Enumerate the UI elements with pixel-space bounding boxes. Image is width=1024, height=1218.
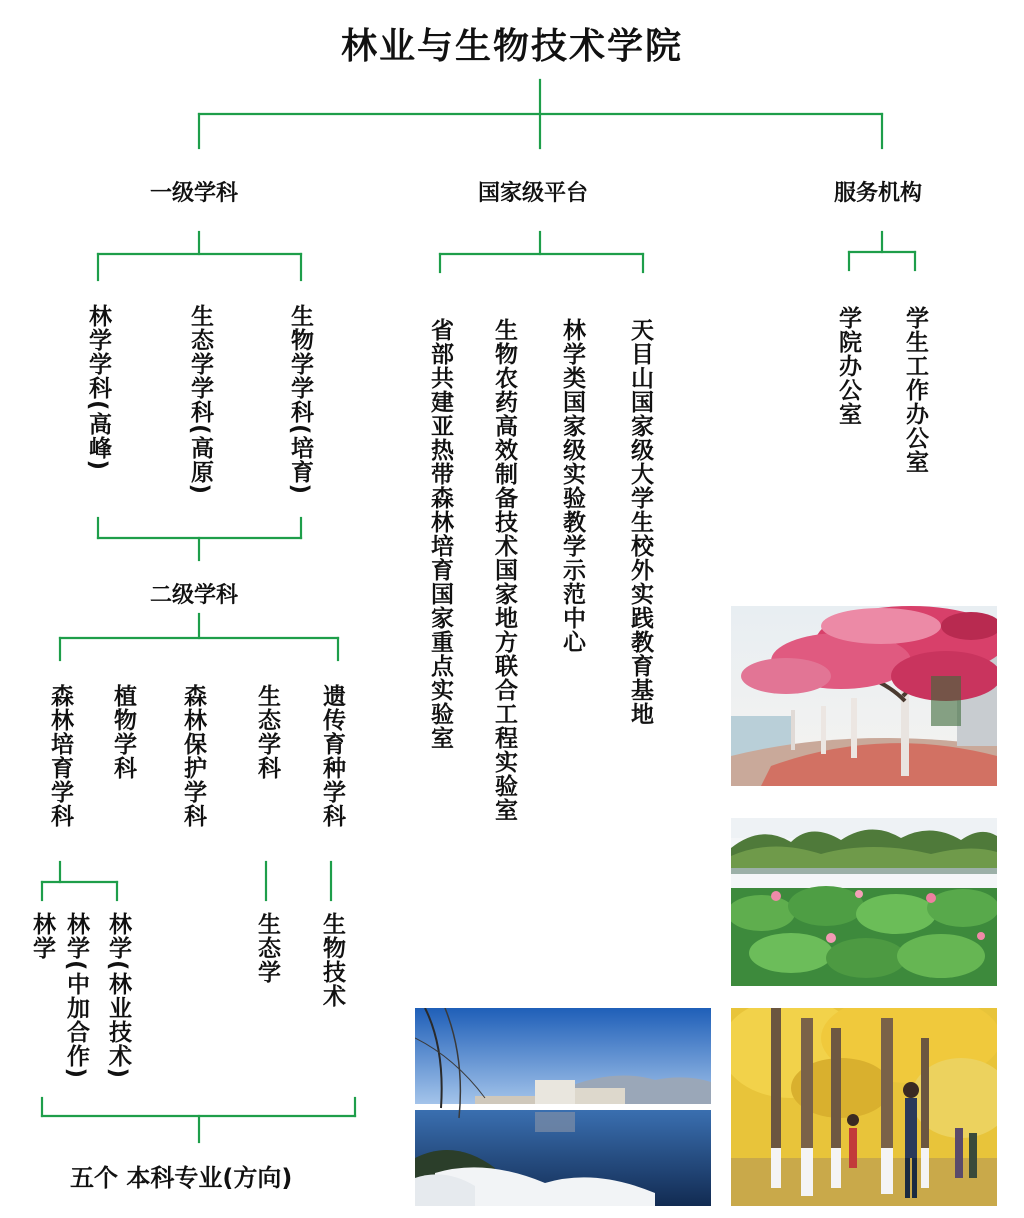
second-level-forest-cultivation: 森林培育学科 [47,684,73,828]
platform-practice-base: 天目山国家级大学生校外实践教育基地 [627,318,653,726]
campus-lake-photo [415,1008,711,1206]
second-level-heading: 二级学科 [150,583,239,608]
category-service-institution: 服务机构 [834,181,923,206]
second-level-ecology: 生态学科 [254,684,280,780]
page-title: 林业与生物技术学院 [340,26,683,67]
service-college-office: 学院办公室 [835,306,861,426]
category-national-platform: 国家级平台 [478,181,589,206]
first-level-forestry: 林学学科(高峰) [85,304,111,472]
first-level-biology: 生物学学科(培育) [287,304,313,496]
platform-teaching-center: 林学类国家级实验教学示范中心 [559,318,585,654]
first-level-ecology: 生态学学科(高原) [187,304,213,496]
lotus-pond-photo [731,818,997,986]
second-level-genetics-breeding: 遗传育种学科 [319,684,345,828]
platform-key-laboratory: 省部共建亚热带森林培育国家重点实验室 [427,318,453,750]
major-biotechnology: 生物技术 [319,912,345,1008]
major-ecology: 生态学 [254,912,280,984]
service-student-affairs-office: 学生工作办公室 [902,306,928,474]
blossom-trees-photo [731,606,997,786]
major-forestry: 林学 [29,912,55,960]
platform-engineering-laboratory: 生物农药高效制备技术国家地方联合工程实验室 [491,318,517,822]
major-forestry-technology: 林学(林业技术) [105,912,131,1080]
second-level-forest-protection: 森林保护学科 [180,684,206,828]
major-forestry-sino-canadian: 林学(中加合作) [63,912,89,1080]
second-level-botany: 植物学科 [110,684,136,780]
footer-undergraduate-majors: 五个 本科专业(方向) [70,1164,293,1192]
ginkgo-avenue-photo [731,1008,997,1206]
category-first-level: 一级学科 [150,181,239,206]
